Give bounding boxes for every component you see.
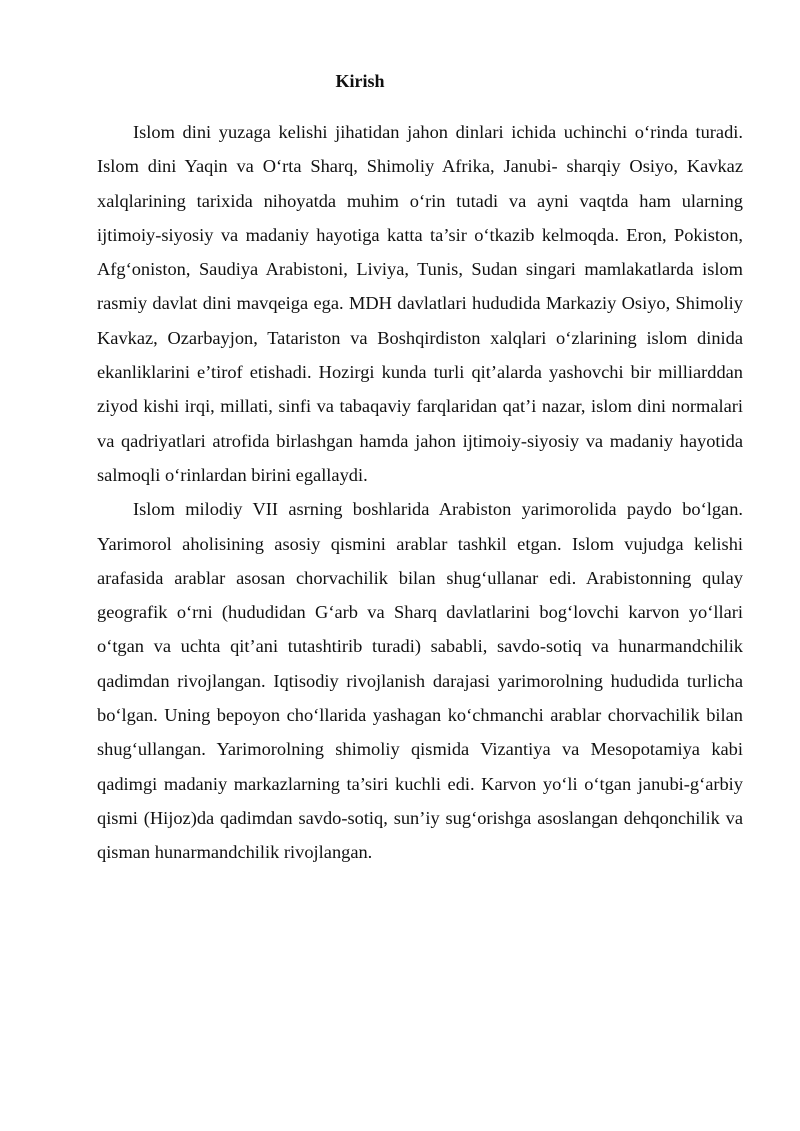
body-text xyxy=(97,115,743,870)
paragraph-1: Islom dini yuzaga kelishi jihatidan jahon dinlari ichida uchinchi o‘rinda turadi. Islom dini Yaqin va O‘rta Sharq, Shimoliy Afrika, Janubi- sharqiy Osiyo, Kavkaz xalqlarining tarixida nihoyatda muhim o‘rin tutadi va ayni vaqtda ham ularning ijtimoiy-siyosiy va madaniy hayotiga katta ta’sir o‘tkazib kelmoqda. Eron, Pokiston, Afg‘oniston, Saudiya Arabistoni, Liviya, Tunis, Sudan singari mamlakatlarda islom rasmiy davlat dini mavqeiga ega. MDH davlatlari hududida Markaziy Osiyo, Shimoliy Kavkaz, Ozarbayjon, Tatariston va Boshqirdiston xalqlari o‘zlarining islom dinida ekanliklarini e’tirof etishadi. Hozirgi kunda turli qit’alarda yashovchi bir milliarddan ziyod kishi irqi, millati, sinfi va tabaqaviy farqlaridan qat’i nazar, islom dini normalari va qadriyatlari atrofida birlashgan hamda jahon ijtimoiy-siyosiy va madaniy hayotida salmoqli o‘rinlardan birini egallaydi. xyxy=(97,122,743,485)
page-title: Kirish xyxy=(335,71,385,91)
paragraph-2: Islom milodiy VII asrning boshlarida Arabiston yarimorolida paydo bo‘lgan. Yarimorol aholisining asosiy qismini arablar tashkil etgan. Islom vujudga kelishi arafasida arablar asosan chorvachilik bilan shug‘ullanar edi. Arabistonning qulay geografik o‘rni (hududidan G‘arb va Sharq davlatlarini bog‘lovchi karvon yo‘llari o‘tgan va uchta qit’ani tutashtirib turadi) sababli, savdo-sotiq va hunarmandchilik qadimdan rivojlangan. Iqtisodiy rivojlanish darajasi yarimorolning hududida turlicha bo‘lgan. Uning bepoyon cho‘llarida yashagan ko‘chmanchi arablar chorvachilik bilan shug‘ullangan. Yarimorolning shimoliy qismida Vizantiya va Mesopotamiya kabi qadimgi madaniy markazlarning ta’siri kuchli edi. Karvon yo‘li o‘tgan janubi-g‘arbiy qismi (Hijoz)da qadimdan savdo-sotiq, sun’iy sug‘orishga asoslangan dehqonchilik va qisman hunarmandchilik rivojlangan. xyxy=(97,499,743,863)
